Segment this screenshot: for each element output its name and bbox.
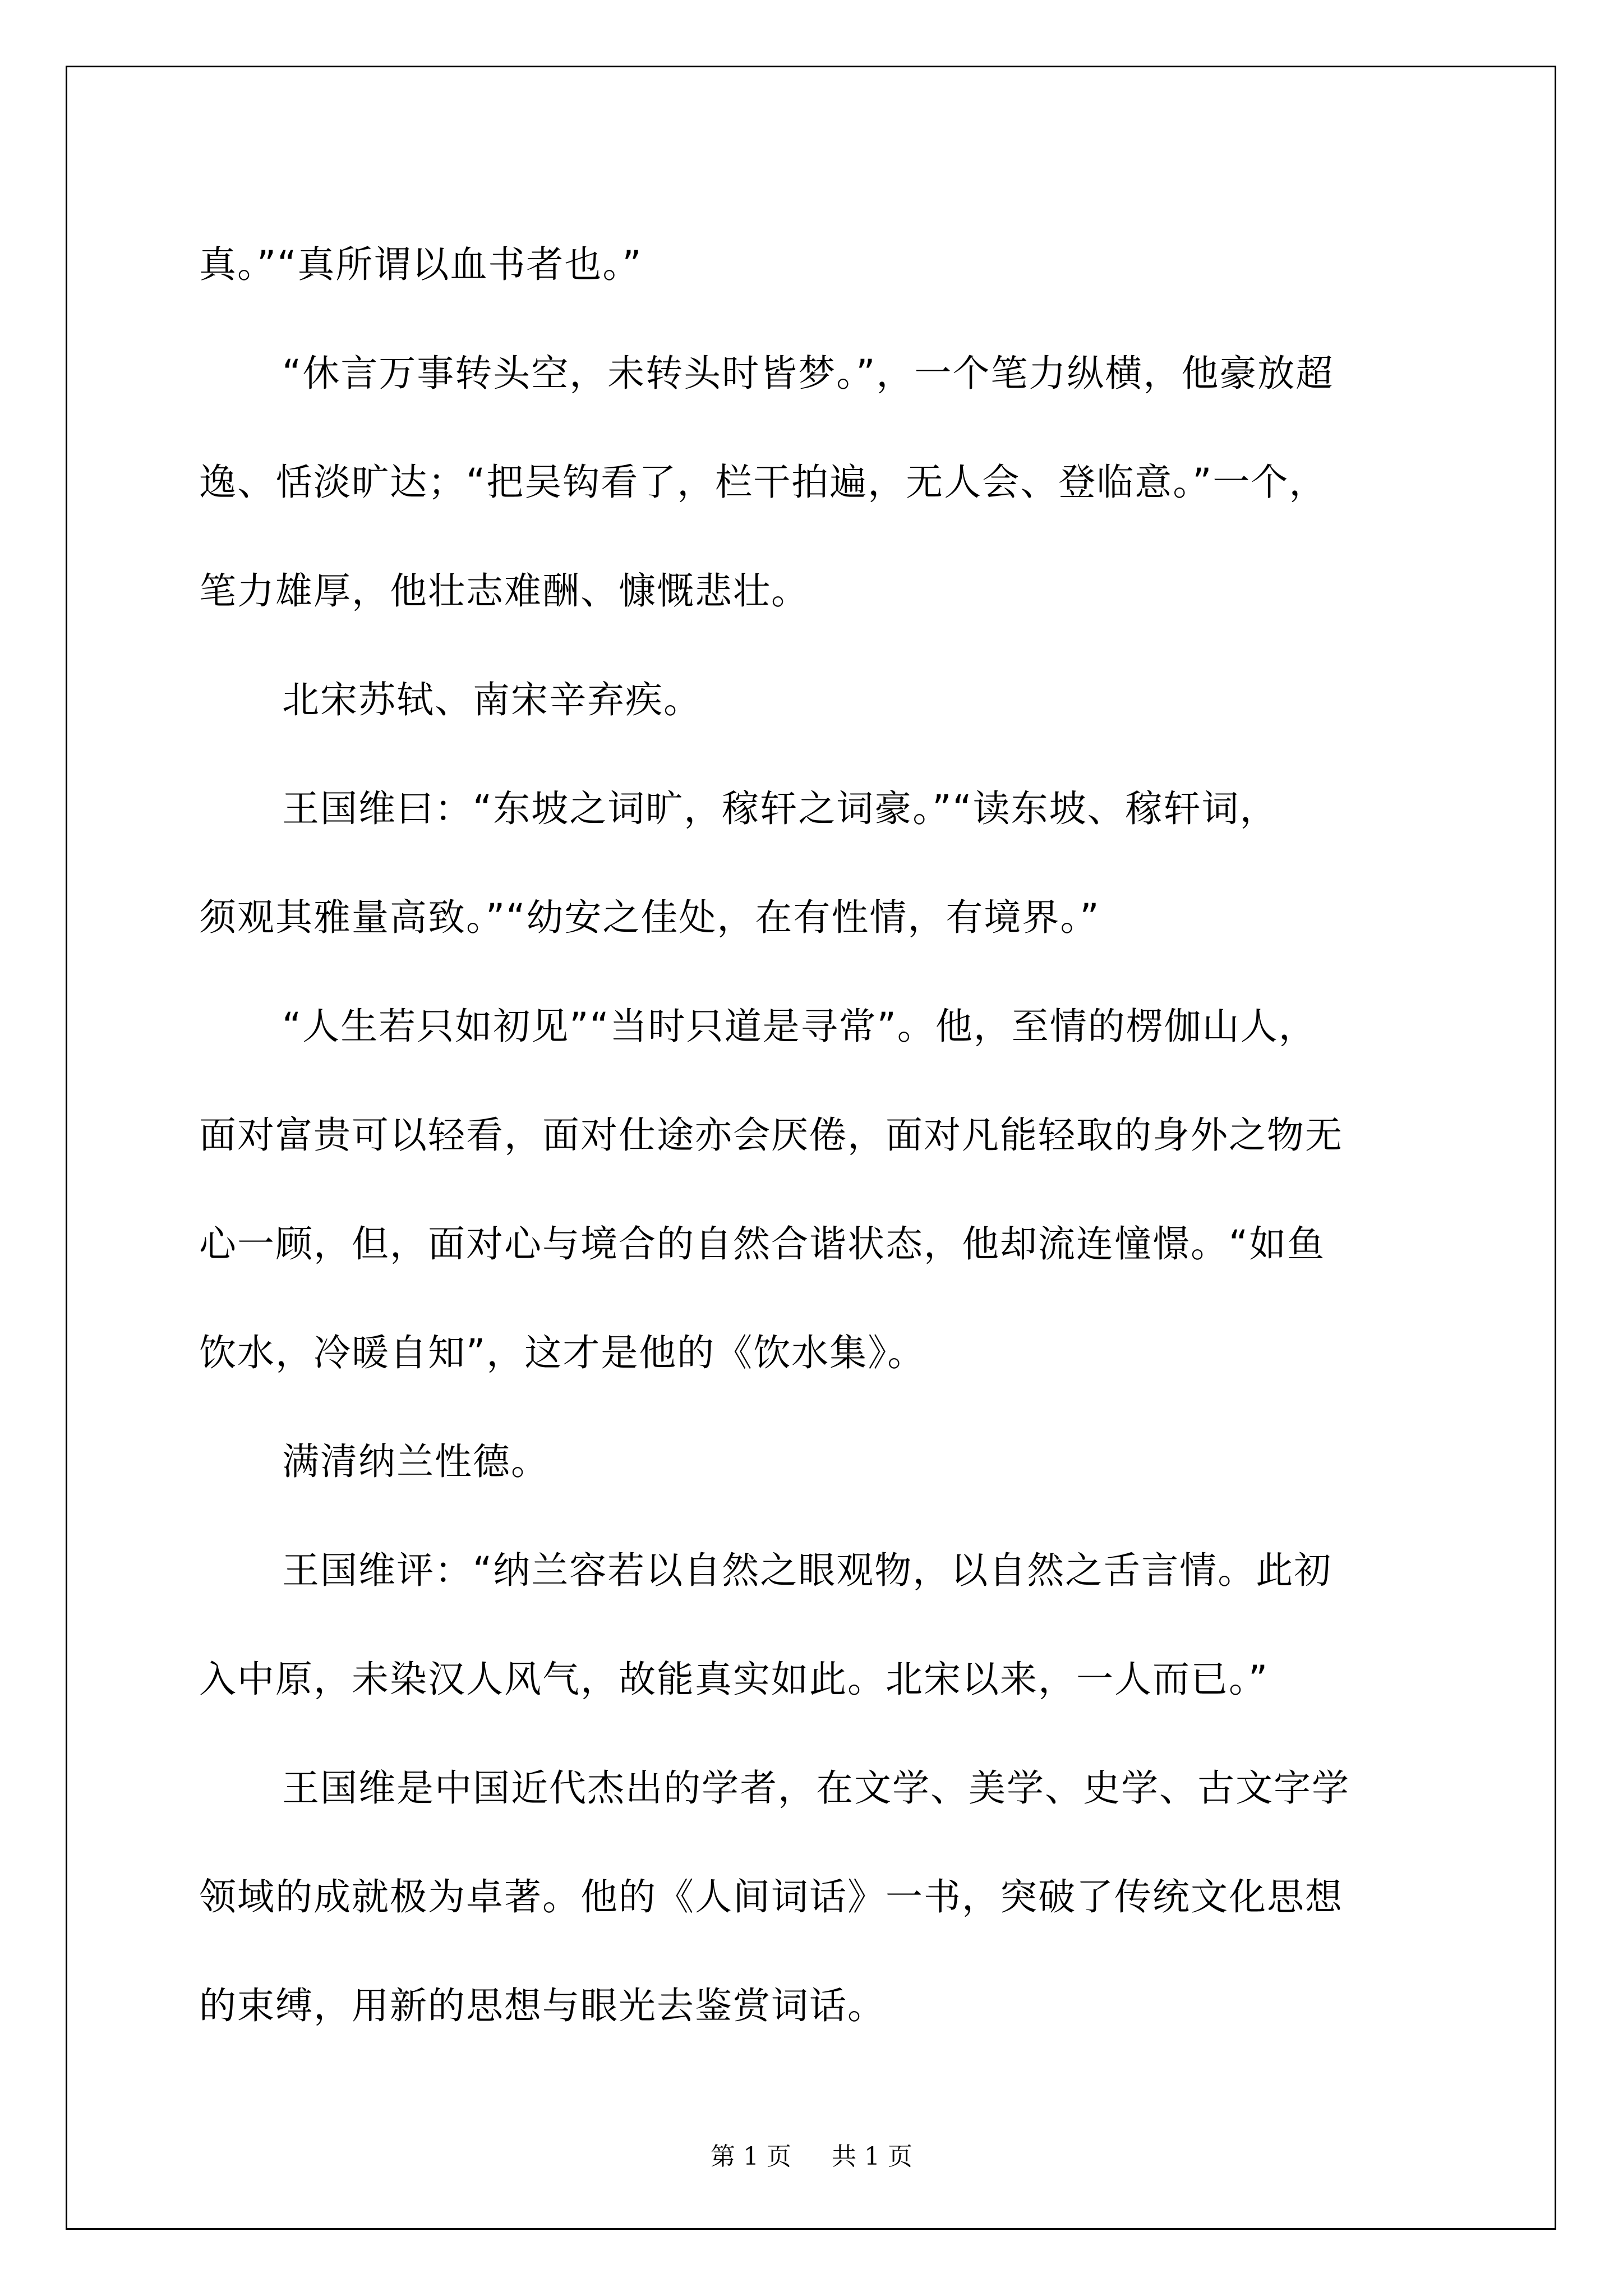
text-line: 心一顾，但，面对心与境合的自然合谐状态，他却流连憧憬。“如鱼 <box>199 1222 1326 1266</box>
document-body <box>199 210 1430 2060</box>
paragraph-5 <box>199 972 1430 1407</box>
text-line: 王国维是中国近代杰出的学者，在文学、美学、史学、古文字学 <box>282 1766 1350 1810</box>
text-line: 王国维曰：“东坡之词旷，稼轩之词豪。”“读东坡、稼轩词， <box>282 787 1278 830</box>
text-line: 的束缚，用新的思想与眼光去鉴赏词话。 <box>199 1984 886 2027</box>
text-line: 面对富贵可以轻看，面对仕途亦会厌倦，面对凡能轻取的身外之物无 <box>199 1114 1343 1157</box>
text-line: “休言万事转头空，未转头时皆梦。”，一个笔力纵横，他豪放超 <box>282 352 1334 395</box>
text-line: 逸、恬淡旷达；“把吴钩看了，栏干拍遍，无人会、登临意。”一个， <box>199 461 1327 504</box>
page-number: 第 1 页 <box>711 2142 791 2171</box>
text-line: 入中原，未染汉人风气，故能真实如此。北宋以来，一人而已。” <box>199 1658 1269 1701</box>
text-line: “人生若只如初见”“当时只道是寻常”。他，至情的楞伽山人， <box>282 1005 1317 1048</box>
text-line: 满清纳兰性德。 <box>282 1440 549 1483</box>
text-line: 须观其雅量高致。”“幼安之佳处，在有性情，有境界。” <box>199 896 1100 939</box>
page-footer <box>0 2136 1623 2172</box>
paragraph-6 <box>199 1407 1430 1516</box>
paragraph-7 <box>199 1516 1430 1734</box>
text-line: 王国维评：“纳兰容若以自然之眼观物，以自然之舌言情。此初 <box>282 1549 1332 1592</box>
paragraph-4 <box>199 754 1430 972</box>
text-line: 饮水，冷暖自知”，这才是他的《饮水集》。 <box>199 1331 926 1374</box>
text-line: 笔力雄厚，他壮志难酬、慷慨悲壮。 <box>199 569 809 613</box>
text-line: 真。”“真所谓以血书者也。” <box>199 243 643 286</box>
paragraph-3 <box>199 646 1430 754</box>
paragraph-8 <box>199 1734 1430 2060</box>
paragraph-2 <box>199 319 1430 646</box>
paragraph-1 <box>199 210 1430 319</box>
page-total: 共 1 页 <box>832 2142 912 2171</box>
text-line: 领域的成就极为卓著。他的《人间词话》一书，突破了传统文化思想 <box>199 1875 1343 1918</box>
text-line: 北宋苏轼、南宋辛弃疾。 <box>282 678 702 721</box>
